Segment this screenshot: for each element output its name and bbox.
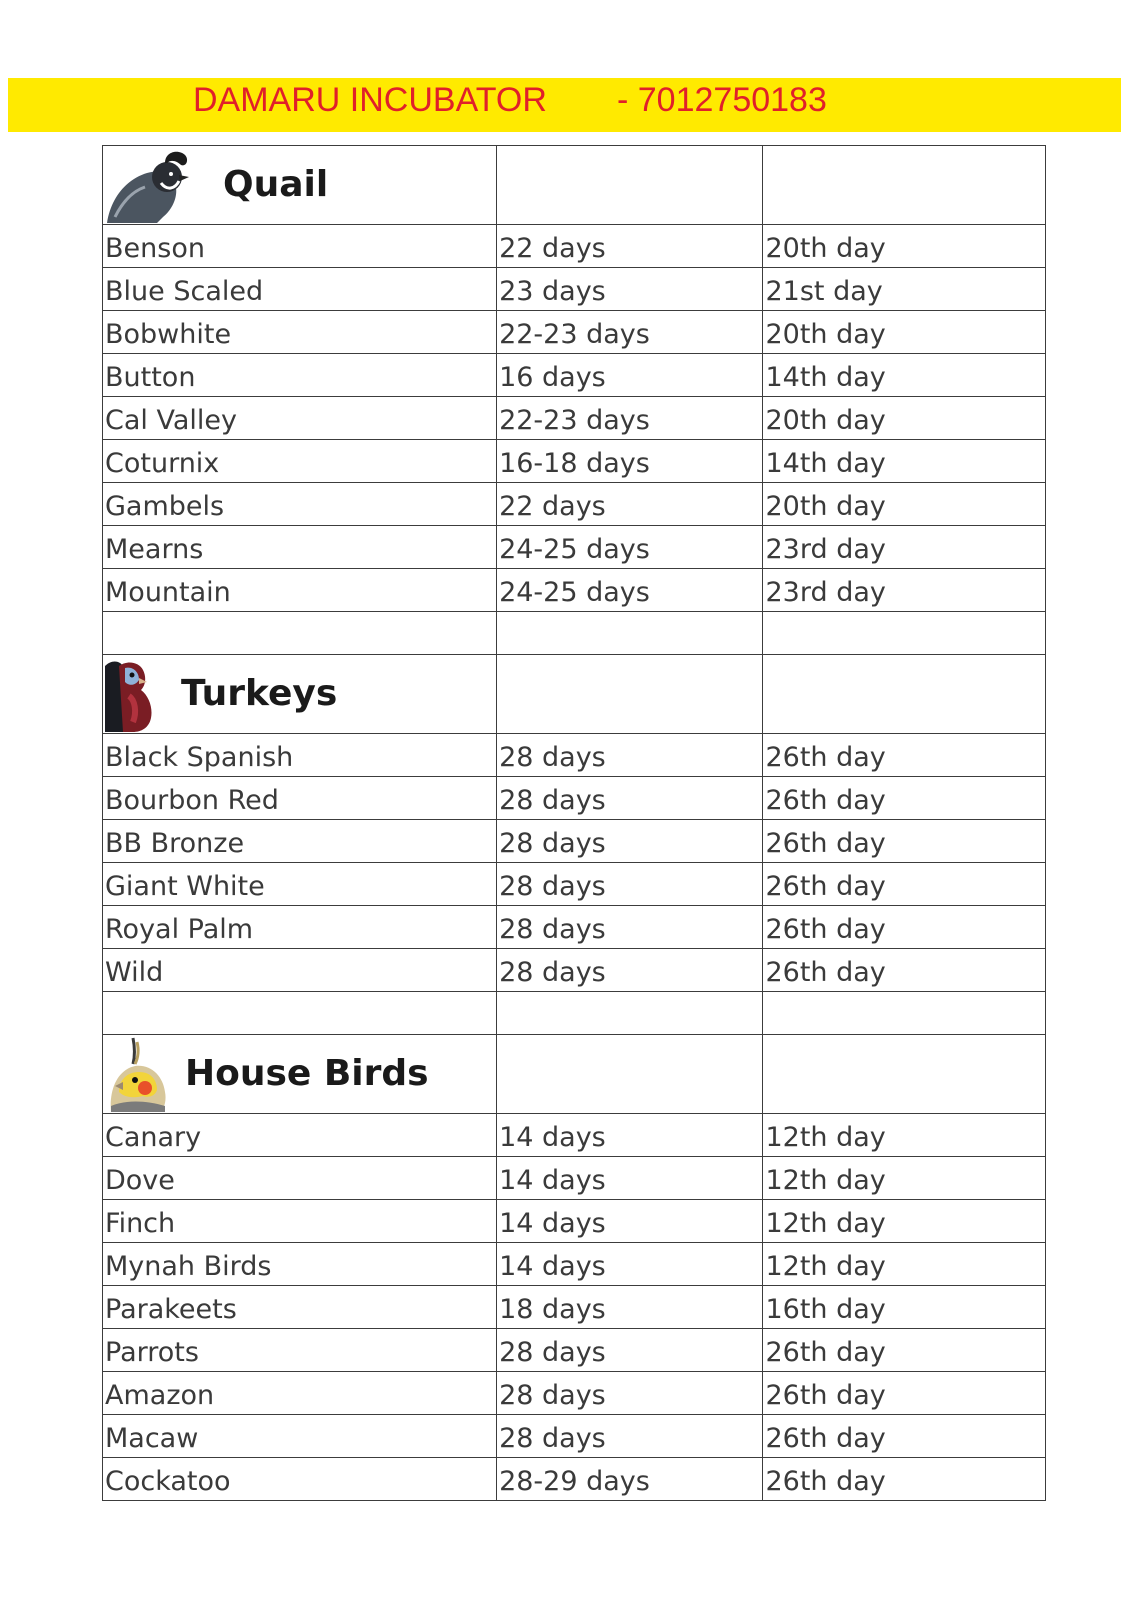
table-row [103, 440, 1046, 483]
incubation-period-cell: 14 days [497, 1114, 763, 1157]
bird-name-cell: Mountain [103, 569, 497, 612]
bird-name-cell: Black Spanish [103, 734, 497, 777]
empty-cell [763, 655, 1046, 734]
bird-name-cell: Macaw [103, 1415, 497, 1458]
section-header [105, 655, 496, 733]
incubation-period-cell: 22 days [497, 483, 763, 526]
incubation-table [102, 145, 1046, 1501]
spacer-row [103, 612, 1046, 655]
incubation-period-cell: 28 days [497, 863, 763, 906]
section-title: Quail [223, 164, 329, 205]
table-row [103, 906, 1046, 949]
empty-cell [497, 655, 763, 734]
lockdown-day-cell: 26th day [763, 1415, 1046, 1458]
lockdown-day-cell: 16th day [763, 1286, 1046, 1329]
incubation-period-cell: 24-25 days [497, 569, 763, 612]
table-row [103, 483, 1046, 526]
lockdown-day-cell: 26th day [763, 734, 1046, 777]
section-title: House Birds [185, 1053, 429, 1094]
empty-cell [763, 1035, 1046, 1114]
empty-cell [763, 992, 1046, 1035]
incubation-period-cell: 28 days [497, 820, 763, 863]
empty-cell [763, 612, 1046, 655]
bird-name-cell: Blue Scaled [103, 268, 497, 311]
lockdown-day-cell: 12th day [763, 1200, 1046, 1243]
header-banner [8, 78, 1121, 132]
table-row [103, 569, 1046, 612]
table-row [103, 1286, 1046, 1329]
table-row [103, 820, 1046, 863]
turkey-icon [105, 656, 167, 732]
table-row [103, 311, 1046, 354]
bird-name-cell: Benson [103, 225, 497, 268]
table-row [103, 1200, 1046, 1243]
table-row [103, 734, 1046, 777]
lockdown-day-cell: 26th day [763, 1329, 1046, 1372]
incubation-period-cell: 16-18 days [497, 440, 763, 483]
table-row [103, 1415, 1046, 1458]
lockdown-day-cell: 23rd day [763, 569, 1046, 612]
banner-title: DAMARU INCUBATOR [193, 81, 547, 119]
spacer-row [103, 992, 1046, 1035]
incubation-period-cell: 28-29 days [497, 1458, 763, 1501]
empty-cell [103, 992, 497, 1035]
incubation-period-cell: 28 days [497, 777, 763, 820]
incubation-period-cell: 23 days [497, 268, 763, 311]
bird-name-cell: Royal Palm [103, 906, 497, 949]
lockdown-day-cell: 14th day [763, 440, 1046, 483]
bird-name-cell: Coturnix [103, 440, 497, 483]
section-header-cell [103, 1035, 497, 1114]
empty-cell [763, 146, 1046, 225]
bird-name-cell: Bourbon Red [103, 777, 497, 820]
bird-name-cell: BB Bronze [103, 820, 497, 863]
table-row [103, 526, 1046, 569]
bird-name-cell: Button [103, 354, 497, 397]
lockdown-day-cell: 12th day [763, 1114, 1046, 1157]
lockdown-day-cell: 12th day [763, 1243, 1046, 1286]
incubation-period-cell: 28 days [497, 1415, 763, 1458]
incubation-period-cell: 28 days [497, 1372, 763, 1415]
bird-name-cell: Cal Valley [103, 397, 497, 440]
bird-name-cell: Parakeets [103, 1286, 497, 1329]
incubation-period-cell: 18 days [497, 1286, 763, 1329]
quail-icon [105, 147, 209, 223]
bird-name-cell: Finch [103, 1200, 497, 1243]
lockdown-day-cell: 26th day [763, 949, 1046, 992]
incubation-period-cell: 14 days [497, 1200, 763, 1243]
lockdown-day-cell: 26th day [763, 906, 1046, 949]
lockdown-day-cell: 23rd day [763, 526, 1046, 569]
cockatiel-icon [105, 1036, 171, 1112]
bird-name-cell: Giant White [103, 863, 497, 906]
incubation-period-cell: 14 days [497, 1157, 763, 1200]
incubation-period-cell: 28 days [497, 949, 763, 992]
lockdown-day-cell: 26th day [763, 777, 1046, 820]
lockdown-day-cell: 20th day [763, 397, 1046, 440]
lockdown-day-cell: 20th day [763, 311, 1046, 354]
table-row [103, 1329, 1046, 1372]
incubation-period-cell: 28 days [497, 734, 763, 777]
bird-name-cell: Amazon [103, 1372, 497, 1415]
incubation-period-cell: 22 days [497, 225, 763, 268]
incubation-table-container [102, 145, 1046, 1540]
table-row [103, 354, 1046, 397]
banner-phone: - 7012750183 [617, 81, 827, 119]
section-header [105, 146, 496, 224]
bird-name-cell: Cockatoo [103, 1458, 497, 1501]
section-header [105, 1035, 496, 1113]
bird-name-cell: Gambels [103, 483, 497, 526]
section-header-row [103, 655, 1046, 734]
incubation-period-cell: 14 days [497, 1243, 763, 1286]
table-row [103, 268, 1046, 311]
section-header-row [103, 1035, 1046, 1114]
table-row [103, 397, 1046, 440]
bird-name-cell: Wild [103, 949, 497, 992]
incubation-period-cell: 16 days [497, 354, 763, 397]
lockdown-day-cell: 26th day [763, 863, 1046, 906]
section-title: Turkeys [181, 673, 338, 714]
bird-name-cell: Parrots [103, 1329, 497, 1372]
empty-cell [497, 146, 763, 225]
table-row [103, 1243, 1046, 1286]
lockdown-day-cell: 21st day [763, 268, 1046, 311]
table-row [103, 949, 1046, 992]
table-row [103, 1157, 1046, 1200]
incubation-period-cell: 24-25 days [497, 526, 763, 569]
section-header-cell [103, 655, 497, 734]
lockdown-day-cell: 14th day [763, 354, 1046, 397]
lockdown-day-cell: 20th day [763, 483, 1046, 526]
bird-name-cell: Canary [103, 1114, 497, 1157]
table-row [103, 863, 1046, 906]
table-row [103, 225, 1046, 268]
bird-name-cell: Dove [103, 1157, 497, 1200]
empty-cell [497, 1035, 763, 1114]
section-header-row [103, 146, 1046, 225]
lockdown-day-cell: 26th day [763, 1372, 1046, 1415]
section-header-cell [103, 146, 497, 225]
lockdown-day-cell: 20th day [763, 225, 1046, 268]
empty-cell [497, 612, 763, 655]
lockdown-day-cell: 26th day [763, 820, 1046, 863]
bird-name-cell: Mearns [103, 526, 497, 569]
incubation-period-cell: 22-23 days [497, 311, 763, 354]
table-row [103, 777, 1046, 820]
bird-name-cell: Bobwhite [103, 311, 497, 354]
bird-name-cell: Mynah Birds [103, 1243, 497, 1286]
table-row [103, 1458, 1046, 1501]
empty-cell [497, 992, 763, 1035]
lockdown-day-cell: 12th day [763, 1157, 1046, 1200]
incubation-period-cell: 22-23 days [497, 397, 763, 440]
incubation-period-cell: 28 days [497, 906, 763, 949]
lockdown-day-cell: 26th day [763, 1458, 1046, 1501]
incubation-period-cell: 28 days [497, 1329, 763, 1372]
empty-cell [103, 612, 497, 655]
table-row [103, 1372, 1046, 1415]
table-row [103, 1114, 1046, 1157]
